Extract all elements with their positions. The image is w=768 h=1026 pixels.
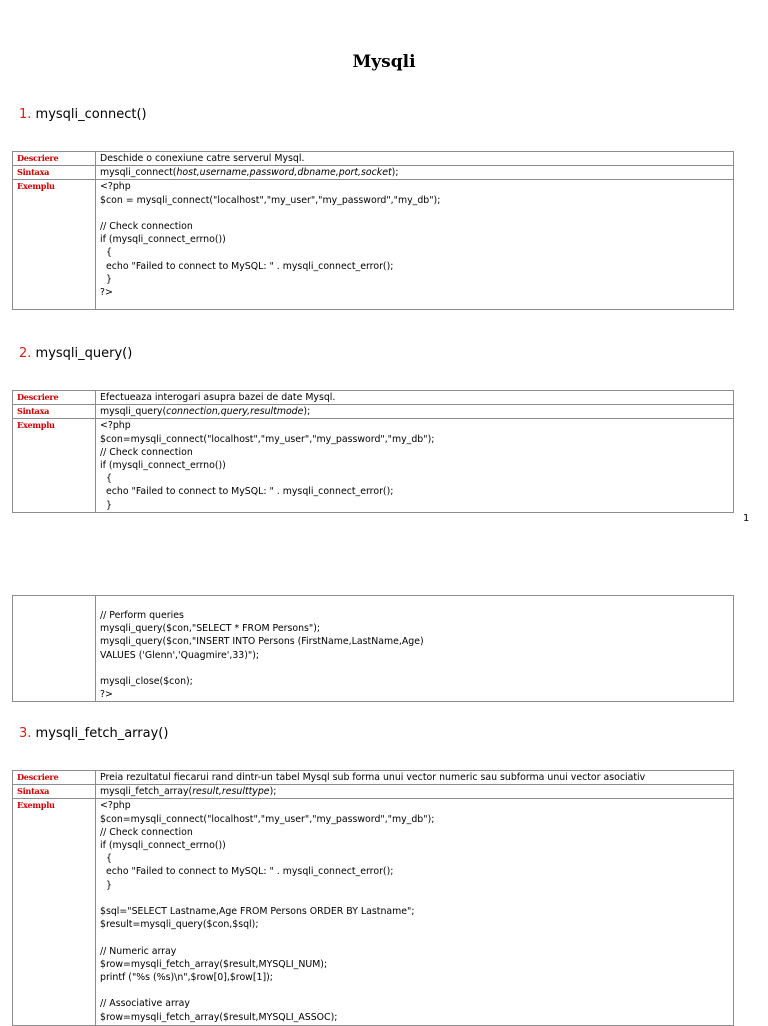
syntax-params: host,username,password,dbname,port,socket bbox=[176, 167, 392, 179]
section-heading-mysqli-query bbox=[19, 346, 132, 361]
description-row bbox=[13, 771, 734, 785]
section-name: mysqli_connect() bbox=[35, 107, 147, 122]
description-text: Preia rezultatul fiecarui rand dintr-un tabel Mysql sub forma unui vector numeric sau subforma unui vector asociativ bbox=[96, 771, 734, 785]
section-name: mysqli_query() bbox=[35, 346, 133, 361]
section-number: 3 . bbox=[19, 726, 36, 741]
example-label: Exemplu bbox=[13, 419, 96, 512]
syntax-function: mysqli_query( bbox=[100, 406, 167, 418]
syntax-function: mysqli_fetch_array( bbox=[100, 786, 193, 798]
function-table-mysqli-query-continued bbox=[12, 595, 734, 702]
example-code: <?php $con=mysqli_connect("localhost","my_user","my_password","my_db"); // Check connection if (mysqli_connect_errno()) { echo "Failed to connect to MySQL: " . mysqli_connect_error(); } $sql="SELECT Lastname,Age FROM Persons ORDER BY Lastname"; $result=mysqli_query($con,$sql); // Numeric array $row=mysqli_fetch_array($result,MYSQLI_NUM); printf ("%s (%s)\n",$row[0],$row[1]); // Associative array $row=mysqli_fetch_array($result,MYSQLI_ASSOC); bbox=[100, 800, 435, 1023]
syntax-text bbox=[96, 405, 734, 419]
example-code-continued: // Perform queries mysqli_query($con,"SELECT * FROM Persons"); mysqli_query($con,"INSERT INTO Persons (FirstName,LastName,Age) VALUES ('Glenn','Quagmire',33)"); mysqli_close($con); ?> bbox=[100, 610, 424, 701]
example-cell bbox=[96, 799, 734, 1026]
example-label: Exemplu bbox=[13, 799, 96, 1026]
example-code: <?php $con=mysqli_connect("localhost","my_user","my_password","my_db"); // Check connection if (mysqli_connect_errno()) { echo "Failed to connect to MySQL: " . mysqli_connect_error(); } bbox=[100, 420, 435, 511]
section-number: 2 . bbox=[19, 346, 36, 361]
description-text: Deschide o conexiune catre serverul Mysql. bbox=[96, 152, 734, 166]
example-code: <?php $con = mysqli_connect("localhost","my_user","my_password","my_db"); // Check connection if (mysqli_connect_errno()) { echo "Failed to connect to MySQL: " . mysqli_connect_error(); } ?> bbox=[100, 181, 441, 299]
description-label: Descriere bbox=[13, 771, 96, 785]
syntax-params: result,resulttype bbox=[192, 786, 270, 798]
syntax-row bbox=[13, 166, 734, 180]
syntax-row bbox=[13, 405, 734, 419]
syntax-text bbox=[96, 166, 734, 180]
example-row bbox=[13, 180, 734, 310]
example-label: Exemplu bbox=[13, 180, 96, 310]
document-title: Mysqli bbox=[352, 52, 416, 72]
example-row-continued bbox=[13, 596, 734, 702]
example-cell bbox=[96, 180, 734, 310]
syntax-label: Sintaxa bbox=[13, 785, 96, 799]
section-heading-mysqli-fetch-array bbox=[19, 726, 168, 741]
description-row bbox=[13, 152, 734, 166]
syntax-label: Sintaxa bbox=[13, 166, 96, 180]
section-number: 1 . bbox=[19, 107, 36, 122]
description-text: Efectueaza interogari asupra bazei de date Mysql. bbox=[96, 391, 734, 405]
section-heading-mysqli-connect bbox=[19, 107, 147, 122]
description-label: Descriere bbox=[13, 391, 96, 405]
example-cell-continued bbox=[96, 596, 734, 702]
example-row bbox=[13, 419, 734, 512]
description-row bbox=[13, 391, 734, 405]
syntax-params: connection,query,resultmode bbox=[166, 406, 304, 418]
section-name: mysqli_fetch_array() bbox=[35, 726, 169, 741]
syntax-end: ); bbox=[269, 786, 277, 798]
example-row bbox=[13, 799, 734, 1026]
description-label: Descriere bbox=[13, 152, 96, 166]
syntax-end: ); bbox=[303, 406, 311, 418]
syntax-row bbox=[13, 785, 734, 799]
function-table-mysqli-query bbox=[12, 390, 734, 513]
syntax-text bbox=[96, 785, 734, 799]
empty-label-cell bbox=[13, 596, 96, 702]
function-table-mysqli-fetch-array bbox=[12, 770, 734, 1026]
example-cell bbox=[96, 419, 734, 512]
page-number: 1 bbox=[743, 513, 750, 524]
syntax-function: mysqli_connect( bbox=[100, 167, 177, 179]
syntax-end: ); bbox=[391, 167, 399, 179]
syntax-label: Sintaxa bbox=[13, 405, 96, 419]
function-table-mysqli-connect bbox=[12, 151, 734, 310]
